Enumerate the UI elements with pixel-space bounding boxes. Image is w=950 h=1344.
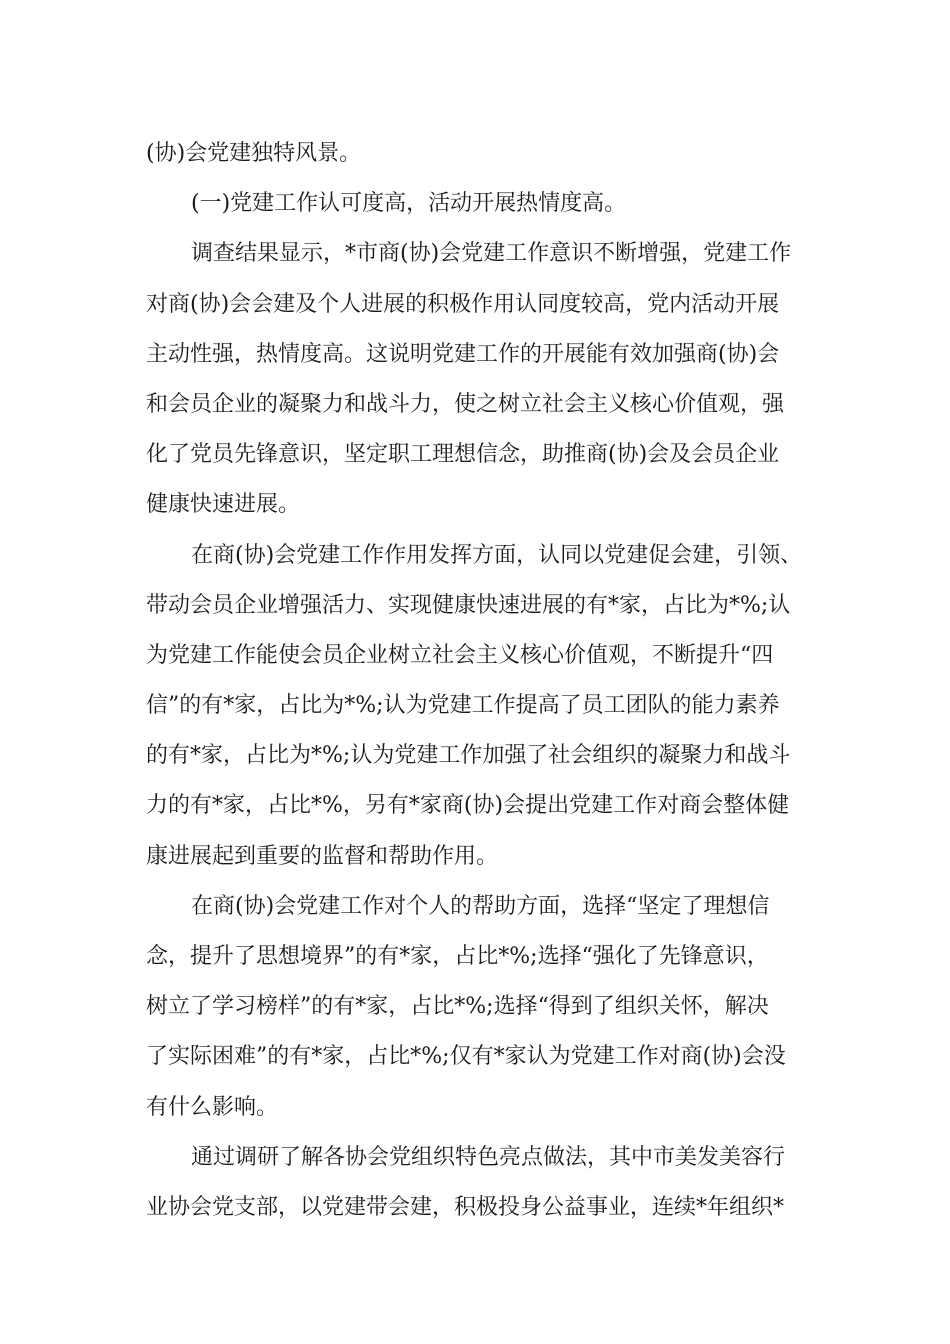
text-line: 树立了学习榜样”的有*家，占比*%;选择“得到了组织关怀，解决 bbox=[146, 994, 769, 1020]
text-line: 化了党员先锋意识，坚定职工理想信念，助推商(协)会及会员企业 bbox=[146, 442, 780, 468]
text-line: 业协会党支部，以党建带会建，积极投身公益事业，连续*年组织* bbox=[146, 1194, 785, 1220]
text-line: 了实际困难”的有*家，占比*%;仅有*家认为党建工作对商(协)会没 bbox=[146, 1044, 786, 1070]
text-line: 带动会员企业增强活力、实现健康快速进展的有*家，占比为*%;认 bbox=[146, 592, 791, 618]
text-line: 通过调研了解各协会党组织特色亮点做法，其中市美发美容行 bbox=[191, 1144, 786, 1170]
document-body bbox=[146, 129, 836, 1233]
text-line: 力的有*家，占比*%，另有*家商(协)会提出党建工作对商会整体健 bbox=[146, 793, 790, 819]
text-line: (协)会党建独特风景。 bbox=[146, 141, 362, 166]
text-line: 为党建工作能使会员企业树立社会主义核心价值观，不断提升“四 bbox=[146, 642, 774, 668]
text-line: 健康快速进展。 bbox=[146, 492, 301, 518]
text-line: 对商(协)会会建及个人进展的积极作用认同度较高，党内活动开展 bbox=[146, 291, 780, 317]
text-line: 在商(协)会党建工作作用发挥方面，认同以党建促会建，引领、 bbox=[191, 542, 803, 568]
section-heading: (一)党建工作认可度高，活动开展热情度高。 bbox=[191, 191, 627, 217]
text-line: 念，提升了思想境界”的有*家，占比*%;选择“强化了先锋意识， bbox=[146, 944, 769, 969]
text-line: 主动性强，热情度高。这说明党建工作的开展能有效加强商(协)会 bbox=[146, 341, 780, 367]
text-line: 康进展起到重要的监督和帮助作用。 bbox=[146, 843, 499, 869]
text-line: 信”的有*家，占比为*%;认为党建工作提高了员工团队的能力素养 bbox=[146, 693, 780, 719]
text-line: 在商(协)会党建工作对个人的帮助方面，选择“坚定了理想信 bbox=[191, 893, 770, 919]
text-line: 调查结果显示，*市商(协)会党建工作意识不断增强，党建工作 bbox=[191, 241, 792, 267]
text-line: 有什么影响。 bbox=[146, 1094, 279, 1120]
text-line: 和会员企业的凝聚力和战斗力，使之树立社会主义核心价值观，强 bbox=[146, 391, 785, 417]
text-line: 的有*家，占比为*%;认为党建工作加强了社会组织的凝聚力和战斗 bbox=[146, 743, 791, 769]
